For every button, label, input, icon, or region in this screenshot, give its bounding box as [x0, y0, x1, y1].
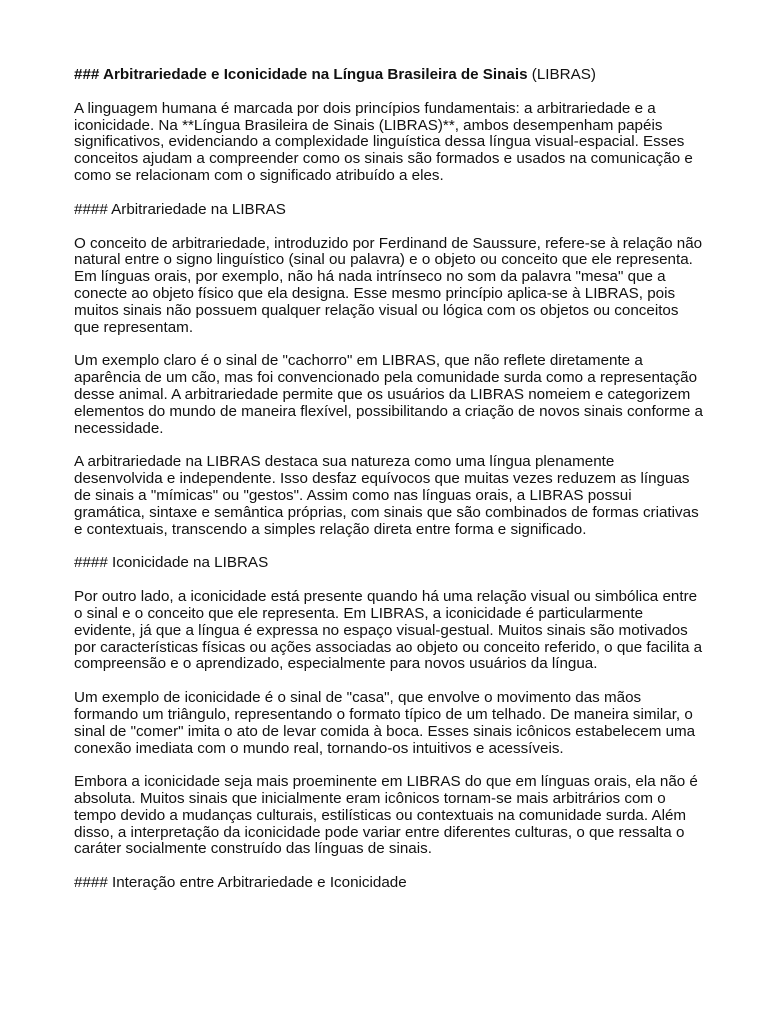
- section-heading-interacao: #### Interação entre Arbitrariedade e Iconicidade: [74, 874, 407, 892]
- section-heading-iconicidade: #### Iconicidade na LIBRAS: [74, 554, 269, 572]
- document-body: [74, 67, 704, 909]
- paragraph-arbitrariedade-3: A arbitrariedade na LIBRAS destaca sua natureza como uma língua plenamente desenvolvida e independente. Isso desfaz equívocos que muitas vezes reduzem as línguas de sinais a "mímicas" ou "gestos". Assim como nas línguas orais, a LIBRAS possui gramática, sintaxe e semântica próprias, com sinais que são combinados de formas criativas e contextuais, transcendo a simples relação direta entre forma e significado.: [74, 453, 699, 538]
- paragraph-iconicidade-3: Embora a iconicidade seja mais proeminente em LIBRAS do que em línguas orais, ela não é absoluta. Muitos sinais que inicialmente eram icônicos tornam-se mais arbitrários com o tempo devido a mudanças culturais, estilísticas ou contextuais na comunidade surda. Além disso, a interpretação da iconicidade pode variar entre diferentes culturas, o que ressalta o caráter socialmente construído das línguas de sinais.: [74, 773, 698, 858]
- paragraph-arbitrariedade-1: O conceito de arbitrariedade, introduzido por Ferdinand de Saussure, refere-se à relação não natural entre o signo linguístico (sinal ou palavra) e o objeto ou conceito que ele representa. Em línguas orais, por exemplo, não há nada intrínseco no som da palavra "mesa" que a conecte ao objeto físico que ela designa. Esse mesmo princípio aplica-se à LIBRAS, pois muitos sinais não possuem qualquer relação visual ou lógica com os objetos ou conceitos que representam.: [74, 234, 703, 336]
- intro-paragraph: A linguagem humana é marcada por dois princípios fundamentais: a arbitrariedade e a iconicidade. Na **Língua Brasileira de Sinais (LIBRAS)**, ambos desempenham papéis significativos, evidenciando a complexidade linguística dessa língua visual-espacial. Esses conceitos ajudam a compreender como os sinais são formados e usados na comunicação e como se relacionam com o significado atribuído a eles.: [74, 99, 693, 184]
- document-title-bold: ### Arbitrariedade e Iconicidade na Língua Brasileira de Sinais: [74, 66, 528, 83]
- paragraph-iconicidade-2: Um exemplo de iconicidade é o sinal de "casa", que envolve o movimento das mãos formando um triângulo, representando o formato típico de um telhado. De maneira similar, o sinal de "comer" imita o ato de levar comida à boca. Esses sinais icônicos estabelecem uma conexão imediata com o mundo real, tornando-os intuitivos e acessíveis.: [74, 689, 696, 757]
- document-title: [74, 67, 704, 84]
- section-heading-arbitrariedade: #### Arbitrariedade na LIBRAS: [74, 200, 286, 218]
- paragraph-arbitrariedade-2: Um exemplo claro é o sinal de "cachorro" em LIBRAS, que não reflete diretamente a aparência de um cão, mas foi convencionado pela comunidade surda como a representação desse animal. A arbitrariedade permite que os usuários da LIBRAS nomeiem e categorizem elementos do mundo de maneira flexível, possibilitando a criação de novos sinais conforme a necessidade.: [74, 352, 703, 437]
- paragraph-iconicidade-1: Por outro lado, a iconicidade está presente quando há uma relação visual ou simbólica entre o sinal e o conceito que ele representa. Em LIBRAS, a iconicidade é particularmente evidente, já que a língua é expressa no espaço visual-gestual. Muitos sinais são motivados por características físicas ou ações associadas ao objeto ou conceito referido, o que facilita a compreensão e o aprendizado, especialmente para novos usuários da língua.: [74, 588, 703, 673]
- document-title-suffix: (LIBRAS): [527, 66, 596, 83]
